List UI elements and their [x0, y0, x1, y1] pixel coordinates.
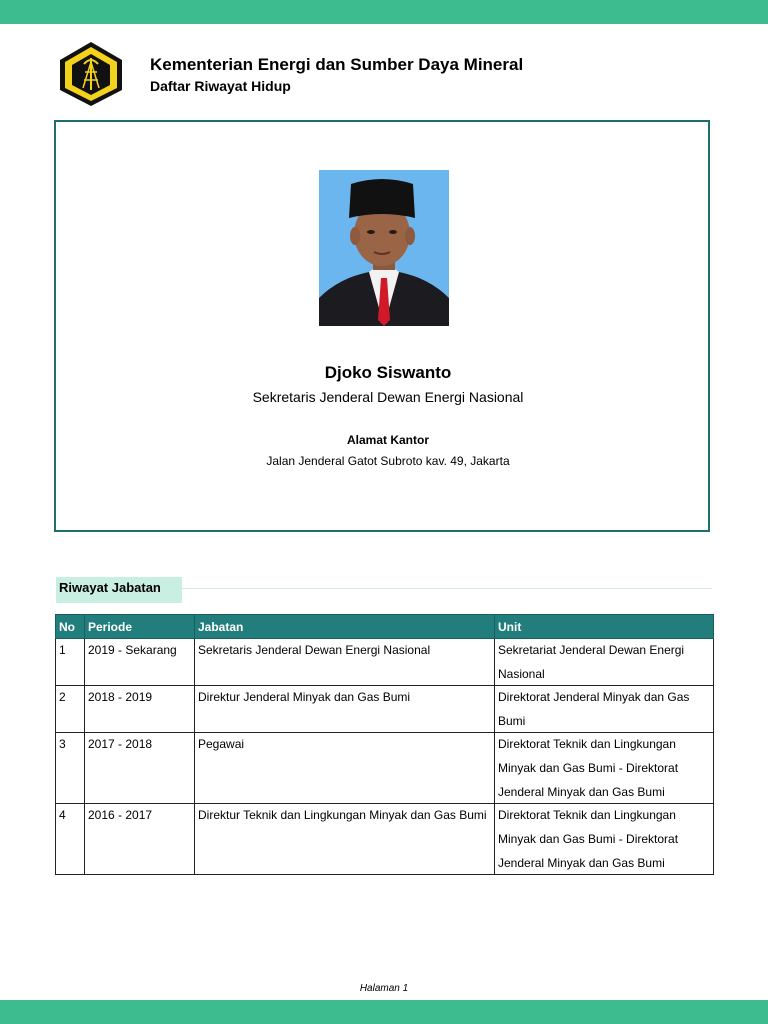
table-row [56, 639, 714, 686]
cell-position: Direktur Teknik dan Lingkungan Minyak dan Gas Bumi [195, 804, 495, 875]
position-history-table [55, 614, 714, 875]
cell-unit: Direktorat Jenderal Minyak dan Gas Bumi [495, 686, 714, 733]
cell-period: 2017 - 2018 [85, 733, 195, 804]
cell-no: 2 [56, 686, 85, 733]
cell-period: 2019 - Sekarang [85, 639, 195, 686]
cell-no: 4 [56, 804, 85, 875]
office-address: Jalan Jenderal Gatot Subroto kav. 49, Jakarta [266, 454, 510, 468]
table-row [56, 686, 714, 733]
ministry-logo [54, 40, 128, 108]
cell-unit: Direktorat Teknik dan Lingkungan Minyak dan Gas Bumi - Direktorat Jenderal Minyak dan Gas Bumi [495, 733, 714, 804]
section-divider [182, 588, 712, 589]
section-title-position-history: Riwayat Jabatan [56, 577, 182, 603]
cell-period: 2018 - 2019 [85, 686, 195, 733]
cell-no: 1 [56, 639, 85, 686]
cell-period: 2016 - 2017 [85, 804, 195, 875]
column-header-period: Periode [85, 615, 195, 639]
cell-unit: Sekretariat Jenderal Dewan Energi Nasional [495, 639, 714, 686]
column-header-unit: Unit [495, 615, 714, 639]
table-row [56, 804, 714, 875]
top-accent-bar [0, 0, 768, 24]
cell-position: Sekretaris Jenderal Dewan Energi Nasional [195, 639, 495, 686]
organization-title: Kementerian Energi dan Sumber Daya Mineral [150, 55, 524, 74]
cell-unit: Direktorat Teknik dan Lingkungan Minyak dan Gas Bumi - Direktorat Jenderal Minyak dan Gas Bumi [495, 804, 714, 875]
cell-position: Direktur Jenderal Minyak dan Gas Bumi [195, 686, 495, 733]
cell-no: 3 [56, 733, 85, 804]
person-position: Sekretaris Jenderal Dewan Energi Nasional [252, 389, 524, 405]
column-header-no: No [56, 615, 85, 639]
bottom-accent-bar [0, 1000, 768, 1024]
column-header-position: Jabatan [195, 615, 495, 639]
document-subtitle: Daftar Riwayat Hidup [150, 78, 291, 94]
page-number: Halaman 1 [359, 983, 409, 994]
cell-position: Pegawai [195, 733, 495, 804]
person-name: Djoko Siswanto [324, 363, 452, 382]
profile-photo [319, 170, 449, 326]
table-row [56, 733, 714, 804]
table-header-row [56, 615, 714, 639]
office-address-label: Alamat Kantor [346, 433, 429, 447]
